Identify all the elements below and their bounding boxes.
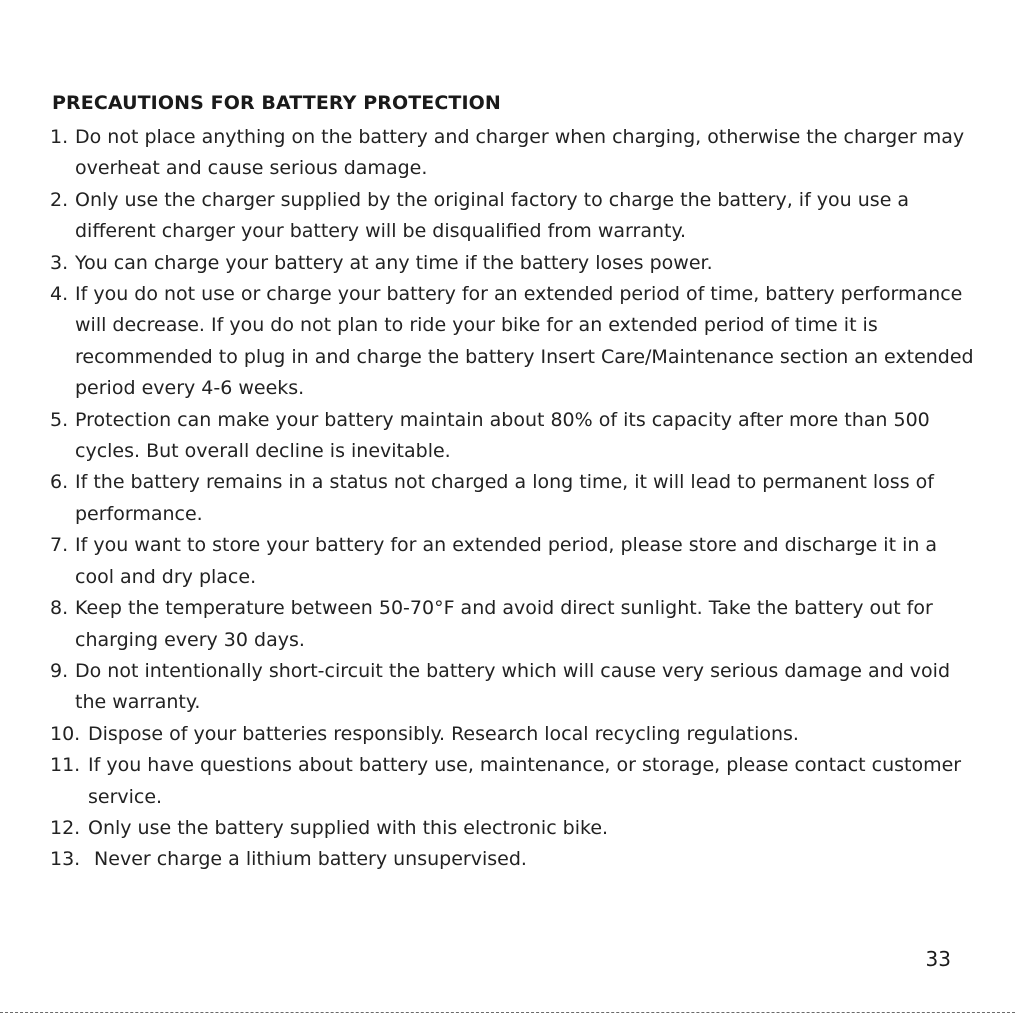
section-heading: PRECAUTIONS FOR BATTERY PROTECTION bbox=[52, 92, 501, 114]
item-number: 5. bbox=[50, 408, 69, 431]
list-item bbox=[50, 750, 980, 813]
item-text: Protection can make your battery maintain about 80% of its capacity after more than 500 cycles. But overall decline is inevitable. bbox=[75, 408, 936, 463]
item-number: 13. bbox=[50, 848, 81, 871]
item-number: 10. bbox=[50, 722, 81, 745]
item-number: 9. bbox=[50, 659, 69, 682]
bottom-divider bbox=[0, 1012, 1015, 1013]
item-text: If you do not use or charge your battery for an extended period of time, battery performance will decrease. If you do not plan to ride your bike for an extended period of time it is recommended to plug in and charge the battery Insert Care/Maintenance section an extended period every 4-6 weeks. bbox=[75, 283, 980, 400]
list-item bbox=[50, 813, 980, 844]
item-text: Only use the charger supplied by the original factory to charge the battery, if you use a different charger your battery will be disqualified from warranty. bbox=[75, 188, 916, 243]
list-item bbox=[50, 530, 980, 593]
list-item bbox=[50, 593, 980, 656]
page-number: 33 bbox=[925, 947, 951, 971]
list-item bbox=[50, 719, 980, 750]
item-number: 3. bbox=[50, 251, 69, 274]
list-item bbox=[50, 248, 980, 279]
item-text: Only use the battery supplied with this electronic bike. bbox=[88, 816, 609, 839]
item-text: If you want to store your battery for an extended period, please store and discharge it in a cool and dry place. bbox=[75, 534, 944, 588]
list-item bbox=[50, 656, 980, 719]
list-item bbox=[50, 122, 980, 185]
list-item bbox=[50, 467, 980, 530]
item-number: 6. bbox=[50, 471, 69, 494]
item-text: If the battery remains in a status not charged a long time, it will lead to permanent loss of performance. bbox=[75, 471, 940, 525]
item-number: 8. bbox=[50, 597, 69, 620]
item-text: Dispose of your batteries responsibly. Research local recycling regulations. bbox=[88, 722, 799, 745]
list-item bbox=[50, 844, 980, 875]
item-number: 2. bbox=[50, 188, 69, 211]
item-number: 12. bbox=[50, 816, 81, 839]
list-item bbox=[50, 405, 980, 468]
item-text: Never charge a lithium battery unsupervised. bbox=[88, 848, 527, 871]
item-text: If you have questions about battery use, maintenance, or storage, please contact customer service. bbox=[88, 754, 968, 808]
list-item bbox=[50, 279, 980, 405]
item-number: 1. bbox=[50, 126, 69, 148]
item-text: You can charge your battery at any time if the battery loses power. bbox=[75, 251, 713, 274]
item-number: 7. bbox=[50, 534, 69, 557]
item-text: Keep the temperature between 50-70°F and avoid direct sunlight. Take the battery out for charging every 30 days. bbox=[75, 597, 939, 651]
list-item bbox=[50, 185, 980, 248]
item-text: Do not place anything on the battery and charger when charging, otherwise the charger may overheat and cause serious damage. bbox=[75, 126, 971, 180]
precautions-list bbox=[50, 122, 980, 876]
item-number: 4. bbox=[50, 283, 69, 306]
item-text: Do not intentionally short-circuit the battery which will cause very serious damage and void the warranty. bbox=[75, 659, 957, 714]
item-number: 11. bbox=[50, 754, 81, 777]
